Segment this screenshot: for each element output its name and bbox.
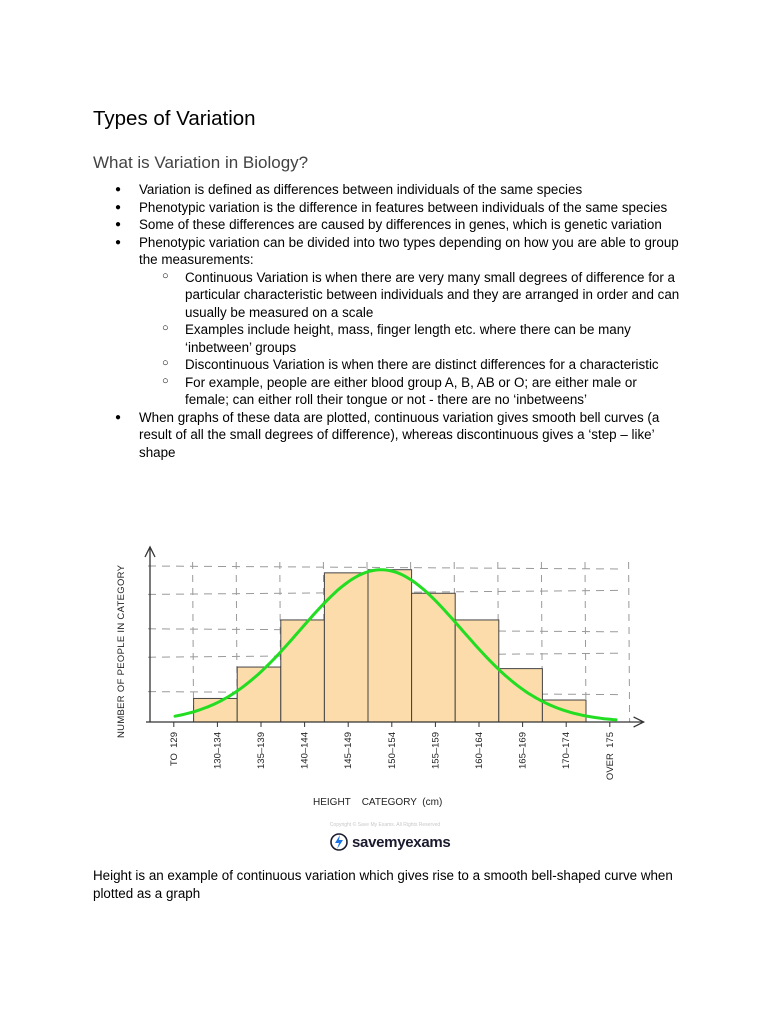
bullet-item [93, 321, 683, 356]
bullet-text: Continuous Variation is when there are very many small degrees of difference for a particular characteristic between individuals and they are arranged in order and can usually be measured on a scale [185, 269, 680, 320]
bar-140–144 [281, 620, 325, 722]
bullet-circle-icon: ○ [162, 357, 169, 369]
x-tick-label: 170–174 [561, 732, 573, 769]
bullet-item [93, 356, 683, 374]
bullet-dot-icon: ● [115, 236, 122, 248]
bullet-list [93, 181, 683, 461]
section-heading: What is Variation in Biology? [93, 153, 309, 172]
grid-line [629, 562, 630, 722]
x-tick-label: 165–169 [517, 732, 529, 769]
grid-line [585, 562, 586, 722]
brand-name: savemyexams [351, 834, 451, 851]
save-my-exams-logo [320, 822, 460, 852]
bullet-item [93, 181, 683, 199]
x-tick-label: 160–164 [474, 732, 485, 769]
bullet-text: For example, people are either blood group A, B, AB or O; are either male or female; can either roll their tongue or not - there are no ‘inbetweens’ [185, 374, 637, 407]
bullet-item [93, 374, 683, 409]
x-tick-label: TO 129 [168, 732, 180, 767]
copyright-notice: Copyright © Save My Exams. All Rights Reserved [329, 822, 441, 828]
x-tick-label: 130–134 [212, 732, 224, 769]
bullet-text: Variation is defined as differences between individuals of the same species [139, 182, 583, 197]
bar-155–159 [412, 593, 456, 722]
bullet-item [93, 409, 683, 462]
bar-150–154 [368, 570, 412, 722]
x-tick-label: 155–159 [430, 732, 442, 769]
bullet-circle-icon: ○ [162, 269, 169, 282]
x-tick-label: 135–139 [256, 732, 267, 769]
bullet-item [93, 234, 683, 269]
bullet-dot-icon: ● [115, 201, 122, 213]
x-tick-label: 140–144 [299, 732, 311, 769]
x-tick-label: 145–149 [343, 732, 355, 769]
height-histogram [108, 535, 653, 815]
bullet-circle-icon: ○ [162, 322, 169, 334]
x-tick-label: OVER 175 [604, 732, 616, 781]
figure-caption: Height is an example of continuous variation which gives rise to a smooth bell-shaped curve when plotted as a graph [93, 868, 673, 901]
bullet-item [93, 216, 683, 234]
x-tick-labels [169, 722, 616, 780]
bullet-circle-icon: ○ [162, 374, 169, 387]
lightning-icon [330, 833, 348, 851]
chart-bars [194, 570, 586, 722]
x-tick-label: 150–154 [386, 732, 398, 769]
bullet-text: When graphs of these data are plotted, continuous variation gives smooth bell curves (a result of all the small degrees of difference), whereas discontinuous gives a ‘step – like’ shape [139, 409, 660, 460]
x-axis-label: HEIGHT CATEGORY (cm) [313, 797, 443, 808]
bullet-text: Phenotypic variation is the difference in features between individuals of the same species [139, 199, 668, 215]
bullet-text: Examples include height, mass, finger length etc. where there can be many ‘inbetween’ groups [185, 322, 631, 355]
bullet-dot-icon: ● [115, 411, 122, 423]
bullet-item [93, 199, 683, 217]
bullet-text: Discontinuous Variation is when there are distinct differences for a characteristic [185, 357, 659, 372]
bar-160–164 [455, 620, 499, 722]
bullet-dot-icon: ● [115, 184, 122, 195]
bullet-item [93, 269, 683, 322]
bullet-text: Phenotypic variation can be divided into two types depending on how you are able to group the measurements: [139, 234, 679, 267]
bullet-dot-icon: ● [115, 219, 122, 230]
y-axis-label: NUMBER OF PEOPLE IN CATEGORY [116, 564, 127, 738]
page-title: Types of Variation [93, 107, 256, 130]
bullet-text: Some of these differences are caused by differences in genes, which is genetic variation [139, 217, 662, 232]
